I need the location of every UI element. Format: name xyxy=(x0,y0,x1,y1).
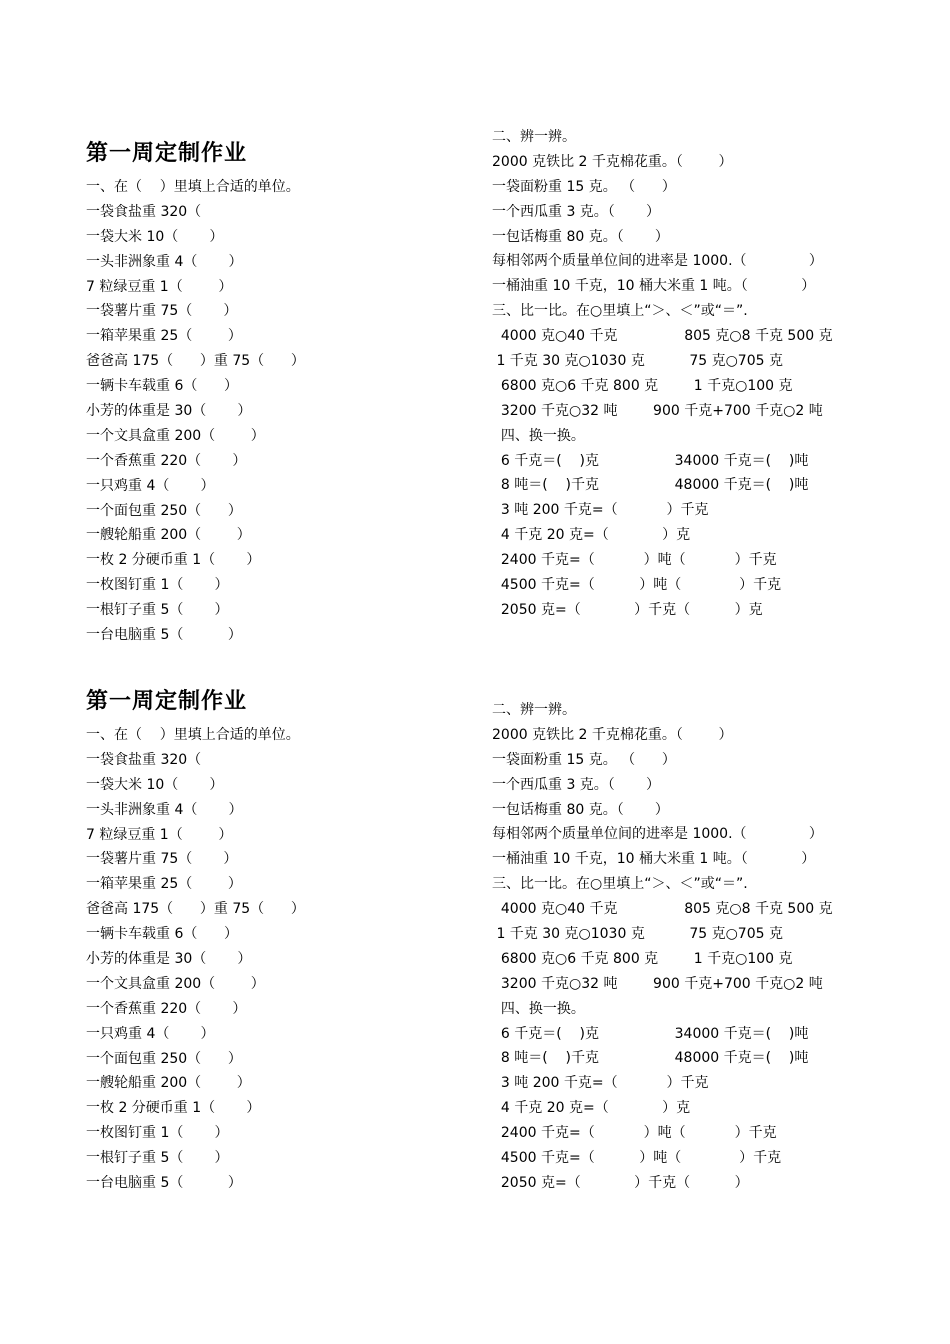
unit-question-line: 一、在（ ）里填上合适的单位。 xyxy=(86,179,300,195)
unit-question-line: 一台电脑重 5（ ） xyxy=(86,627,242,644)
exercise-line: 4 千克 20 克=（ ）克 xyxy=(492,1100,691,1117)
unit-question-line: 一只鸡重 4（ ） xyxy=(86,477,215,494)
unit-question-line: 7 粒绿豆重 1（ ） xyxy=(86,278,233,295)
unit-question-line: 一个香蕉重 220（ ） xyxy=(86,452,247,469)
exercise-line: 一个西瓜重 3 克。（ ） xyxy=(492,203,660,220)
exercise-line: 3200 千克○32 吨 900 千克+700 千克○2 吨 xyxy=(492,975,823,992)
unit-question-line: 小芳的体重是 30（ ） xyxy=(86,951,252,968)
exercise-line: 一桶油重 10 千克，10 桶大米重 1 吨。（ ） xyxy=(492,278,816,295)
unit-question-line: 一只鸡重 4（ ） xyxy=(86,1025,215,1042)
exercise-line: 三、比一比。在○里填上“＞、＜”或“＝”. xyxy=(492,303,748,320)
exercise-line: 3200 千克○32 吨 900 千克+700 千克○2 吨 xyxy=(492,402,823,419)
exercise-line: 一个西瓜重 3 克。（ ） xyxy=(492,776,660,793)
unit-question-line: 一、在（ ）里填上合适的单位。 xyxy=(86,727,300,743)
exercise-line: 2000 克铁比 2 千克棉花重。（ ） xyxy=(492,726,733,743)
unit-question-line: 一袋大米 10（ ） xyxy=(86,228,224,245)
unit-question-line: 一根钉子重 5（ ） xyxy=(86,1150,229,1167)
unit-question-line: 一个面包重 250（ ） xyxy=(86,502,242,519)
exercise-line: 4 千克 20 克=（ ）克 xyxy=(492,527,691,544)
unit-question-line: 一头非洲象重 4（ ） xyxy=(86,801,243,818)
unit-question-line: 一枚 2 分硬币重 1（ ） xyxy=(86,552,261,569)
worksheet-title: 第一周定制作业 xyxy=(86,689,248,714)
unit-question-line: 一艘轮船重 200（ ） xyxy=(86,1075,251,1092)
exercise-line: 8 吨＝( )千克 48000 千克＝( )吨 xyxy=(492,1050,809,1067)
unit-question-line: 一辆卡车载重 6（ ） xyxy=(86,378,239,395)
exercise-line: 2400 千克=（ ）吨（ ）千克 xyxy=(492,1125,777,1142)
exercise-line: 4500 千克=（ ）吨（ ）千克 xyxy=(492,1150,782,1167)
unit-question-line: 一袋大米 10（ ） xyxy=(86,776,224,793)
exercise-line: 4000 克○40 千克 805 克○8 千克 500 克 xyxy=(492,901,833,918)
unit-question-line: 一袋食盐重 320（ xyxy=(86,751,202,768)
exercise-line: 一袋面粉重 15 克。 （ ） xyxy=(492,751,676,768)
exercise-line: 6 千克＝( )克 34000 千克＝( )吨 xyxy=(492,1025,809,1042)
exercise-line: 3 吨 200 千克=（ ）千克 xyxy=(492,1075,709,1092)
exercise-line: 一包话梅重 80 克。（ ） xyxy=(492,228,669,245)
exercise-line: 1 千克 30 克○1030 克 75 克○705 克 xyxy=(492,926,783,943)
exercise-line: 1 千克 30 克○1030 克 75 克○705 克 xyxy=(492,353,783,370)
exercise-line: 3 吨 200 千克=（ ）千克 xyxy=(492,502,709,519)
exercise-line: 4000 克○40 千克 805 克○8 千克 500 克 xyxy=(492,328,833,345)
unit-question-line: 一根钉子重 5（ ） xyxy=(86,602,229,619)
unit-question-line: 一枚图钉重 1（ ） xyxy=(86,1125,229,1142)
unit-question-line: 一个香蕉重 220（ ） xyxy=(86,1000,247,1017)
exercise-line: 8 吨＝( )千克 48000 千克＝( )吨 xyxy=(492,477,809,494)
fill-unit-list xyxy=(86,175,305,648)
worksheet-title: 第一周定制作业 xyxy=(86,141,248,166)
unit-question-line: 一枚图钉重 1（ ） xyxy=(86,577,229,594)
exercise-line: 每相邻两个质量单位间的进率是 1000.（ ） xyxy=(492,253,823,270)
unit-question-line: 小芳的体重是 30（ ） xyxy=(86,403,252,420)
exercise-list xyxy=(492,125,833,623)
unit-question-line: 一台电脑重 5（ ） xyxy=(86,1175,242,1192)
unit-question-line: 7 粒绿豆重 1（ ） xyxy=(86,826,233,843)
exercise-line: 2050 克=（ ）千克（ ） xyxy=(492,1174,749,1191)
exercise-line: 6 千克＝( )克 34000 千克＝( )吨 xyxy=(492,452,809,469)
exercise-line: 2000 克铁比 2 千克棉花重。（ ） xyxy=(492,153,733,170)
unit-question-line: 爸爸高 175（ ）重 75（ ） xyxy=(86,353,305,370)
exercise-line: 一袋面粉重 15 克。 （ ） xyxy=(492,178,676,195)
exercise-line: 2050 克=（ ）千克（ ）克 xyxy=(492,601,763,618)
exercise-line: 三、比一比。在○里填上“＞、＜”或“＝”. xyxy=(492,876,748,893)
unit-question-line: 一枚 2 分硬币重 1（ ） xyxy=(86,1100,261,1117)
unit-question-line: 一个面包重 250（ ） xyxy=(86,1050,242,1067)
unit-question-line: 一袋食盐重 320（ xyxy=(86,203,202,220)
unit-question-line: 一箱苹果重 25（ ） xyxy=(86,328,242,345)
exercise-line: 每相邻两个质量单位间的进率是 1000.（ ） xyxy=(492,826,823,843)
unit-question-line: 一袋薯片重 75（ ） xyxy=(86,851,238,868)
exercise-line: 二、辨一辨。 xyxy=(492,129,576,145)
exercise-line: 6800 克○6 千克 800 克 1 千克○100 克 xyxy=(492,950,793,967)
unit-question-line: 一艘轮船重 200（ ） xyxy=(86,527,251,544)
exercise-line: 一包话梅重 80 克。（ ） xyxy=(492,801,669,818)
exercise-list xyxy=(492,698,833,1196)
unit-question-line: 一头非洲象重 4（ ） xyxy=(86,253,243,270)
exercise-line: 6800 克○6 千克 800 克 1 千克○100 克 xyxy=(492,377,793,394)
exercise-line: 四、换一换。 xyxy=(492,427,585,444)
fill-unit-list xyxy=(86,723,305,1196)
exercise-line: 二、辨一辨。 xyxy=(492,702,576,718)
exercise-line: 四、换一换。 xyxy=(492,1000,585,1017)
exercise-line: 4500 千克=（ ）吨（ ）千克 xyxy=(492,577,782,594)
exercise-line: 2400 千克=（ ）吨（ ）千克 xyxy=(492,552,777,569)
unit-question-line: 一个文具盒重 200（ ） xyxy=(86,975,265,992)
unit-question-line: 一个文具盒重 200（ ） xyxy=(86,427,265,444)
unit-question-line: 一袋薯片重 75（ ） xyxy=(86,303,238,320)
unit-question-line: 爸爸高 175（ ）重 75（ ） xyxy=(86,901,305,918)
unit-question-line: 一箱苹果重 25（ ） xyxy=(86,876,242,893)
unit-question-line: 一辆卡车载重 6（ ） xyxy=(86,926,239,943)
exercise-line: 一桶油重 10 千克，10 桶大米重 1 吨。（ ） xyxy=(492,851,816,868)
